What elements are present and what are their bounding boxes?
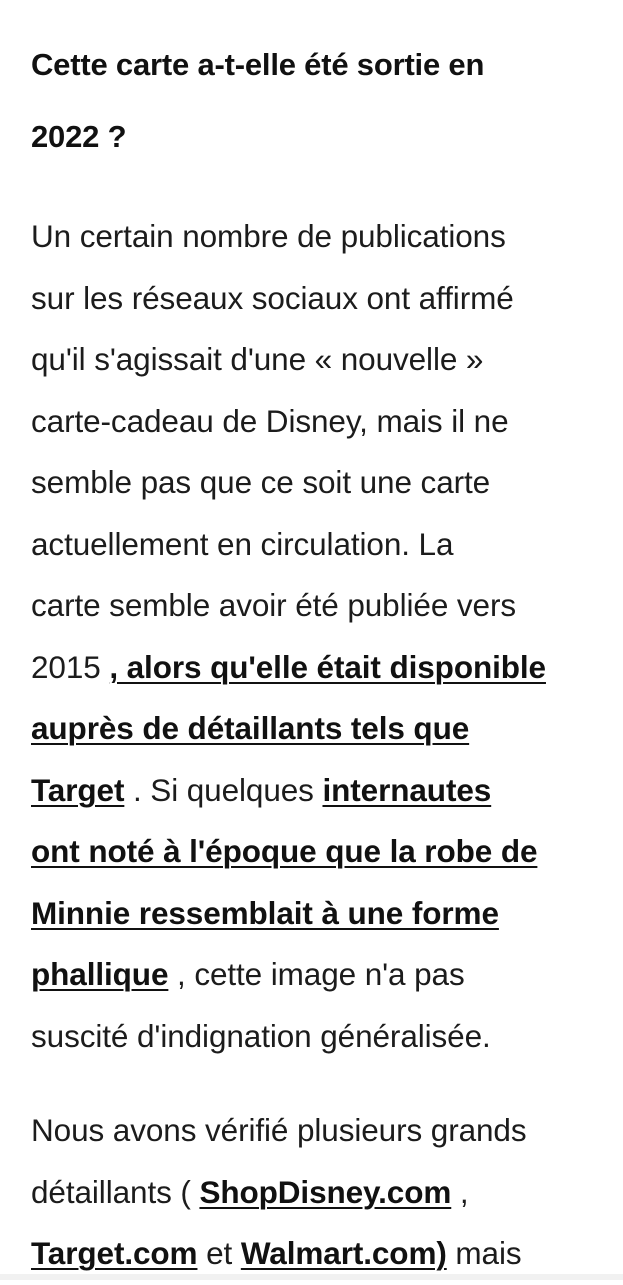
retailers-source-link[interactable]: , alors qu'elle était disponible <box>109 648 546 685</box>
bottom-edge-strip <box>0 1274 623 1280</box>
heading-line-2: 2022 ? <box>31 119 127 154</box>
paragraph-1-line-4: carte-cadeau de Disney, mais il ne <box>31 402 509 439</box>
heading-line-1: Cette carte a-t-elle été sortie en <box>31 47 485 82</box>
paragraph-2-line-1: Nous avons vérifié plusieurs grands <box>31 1112 527 1148</box>
walmart-link[interactable]: Walmart.com) <box>240 1235 447 1271</box>
paragraph-2-text: détaillants ( <box>31 1173 200 1210</box>
paragraph-2-text: , <box>451 1173 469 1210</box>
paragraph-1-text: 2015 <box>31 648 110 685</box>
article-body <box>31 0 611 1271</box>
shopdisney-link[interactable]: ShopDisney.com <box>199 1173 452 1210</box>
paragraph-1-line-8 <box>31 637 546 699</box>
paragraph-1-line-7: carte semble avoir été publiée vers <box>31 587 516 623</box>
paragraph-1-line-3: qu'il s'agissait d'une « nouvelle » <box>31 341 484 377</box>
internautes-source-link[interactable]: ont noté à l'époque que la robe de <box>31 833 538 869</box>
paragraph-1 <box>31 206 546 1067</box>
retailers-source-link[interactable]: Target <box>31 771 125 808</box>
paragraph-1-line-11 <box>31 821 546 883</box>
paragraph-1-line-13 <box>31 944 546 1006</box>
target-link[interactable]: Target.com <box>31 1235 198 1271</box>
paragraph-1-line-12 <box>31 883 546 945</box>
retailers-source-link[interactable]: auprès de détaillants tels que <box>31 710 470 746</box>
paragraph-1-line-6: actuellement en circulation. La <box>31 525 454 562</box>
paragraph-1-line-14: suscité d'indignation généralisée. <box>31 1017 491 1054</box>
paragraph-1-text: . Si quelques <box>124 771 323 808</box>
paragraph-2-text: mais <box>446 1235 522 1271</box>
paragraph-1-line-9 <box>31 698 546 760</box>
paragraph-1-line-2: sur les réseaux sociaux ont affirmé <box>31 279 514 316</box>
paragraph-2 <box>31 1100 527 1285</box>
paragraph-2-line-2 <box>31 1162 527 1224</box>
internautes-source-link[interactable]: internautes <box>322 771 492 808</box>
paragraph-1-line-10 <box>31 760 546 822</box>
paragraph-2-text: et <box>197 1235 241 1271</box>
internautes-source-link[interactable]: Minnie ressemblait à une forme <box>31 894 499 931</box>
internautes-source-link[interactable]: phallique <box>31 956 169 992</box>
paragraph-1-text: , cette image n'a pas <box>168 956 465 992</box>
paragraph-1-line-5: semble pas que ce soit une carte <box>31 464 491 500</box>
section-heading <box>31 0 611 173</box>
paragraph-1-line-1: Un certain nombre de publications <box>31 218 506 254</box>
